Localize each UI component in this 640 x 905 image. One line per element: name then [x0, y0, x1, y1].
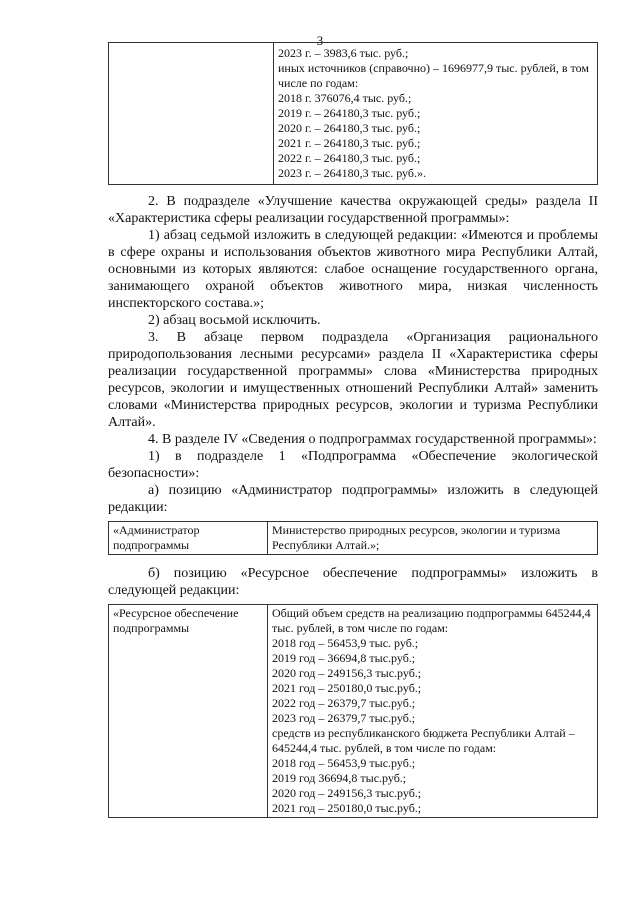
paragraph-4: 4. В разделе IV «Сведения о подпрограммах государственной программы»: — [148, 432, 597, 447]
funding-line: 2020 г. – 264180,3 тыс. руб.; — [278, 121, 421, 135]
paragraph-2-2: 2) абзац восьмой исключить. — [148, 313, 321, 328]
page-number: 3 — [316, 33, 324, 48]
top-table — [108, 42, 598, 185]
funding-line: 2023 г. – 3983,6 тыс. руб.; — [278, 46, 409, 60]
admin-value-cell: Министерство природных ресурсов, экологии и туризма Республики Алтай.»; — [268, 522, 598, 555]
funding-line: 2022 г. – 264180,3 тыс. руб.; — [278, 151, 421, 165]
funding-line: 2019 г. – 264180,3 тыс. руб.; — [278, 106, 421, 120]
resource-line: 2020 год – 249156,3 тыс.руб.; — [272, 666, 422, 680]
paragraph-4-1-b: б) позицию «Ресурсное обеспечение подпрограммы» изложить в следующей редакции: — [108, 566, 598, 598]
funding-line: 2018 г. 376076,4 тыс. руб.; — [278, 91, 412, 105]
admin-table — [108, 521, 598, 555]
resource-line: 2021 год – 250180,0 тыс.руб.; — [272, 801, 422, 815]
resource-line: 2020 год – 249156,3 тыс.руб.; — [272, 786, 422, 800]
paragraph-2: 2. В подразделе «Улучшение качества окружающей среды» раздела II «Характеристика сферы реализации государственной программы»: — [108, 194, 598, 226]
resource-line: 2021 год – 250180,0 тыс.руб.; — [272, 681, 422, 695]
table-row — [109, 522, 598, 555]
paragraph-2-1: 1) абзац седьмой изложить в следующей редакции: «Имеются и проблемы в сфере охраны и использования объектов животного мира Республики Алтай, основными из которых являются: слабое оснащение государственного органа, занимающего охраной объектов животного мира, низкая численность инспекторского состава.»; — [108, 228, 598, 311]
table-row — [109, 605, 598, 818]
funding-line: 2021 г. – 264180,3 тыс. руб.; — [278, 136, 421, 150]
resource-value-cell — [268, 605, 598, 818]
resource-line: 2022 год – 26379,7 тыс.руб.; — [272, 696, 416, 710]
document-body — [108, 42, 598, 818]
resource-table — [108, 604, 598, 818]
paragraph-4-1: 1) в подразделе 1 «Подпрограмма «Обеспечение экологической безопасности»: — [108, 449, 598, 481]
top-table-funding-cell — [274, 43, 598, 185]
paragraph-3: 3. В абзаце первом подраздела «Организация рационального природопользования лесными ресурсами» раздела II «Характеристика сферы реализации государственной программы» слова «Министерства природных ресурсов, экологии и имущественных отношений Республики Алтай» заменить словами «Министерства природных ресурсов, экологии и туризма Республики Алтай». — [108, 330, 598, 430]
resource-line: 2018 год – 56453,9 тыс. руб.; — [272, 636, 419, 650]
resource-line: средств из республиканского бюджета Республики Алтай – 645244,4 тыс. рублей, в том числе по годам: — [272, 726, 575, 755]
table-row — [109, 43, 598, 185]
funding-line: иных источников (справочно) – 1696977,9 тыс. рублей, в том числе по годам: — [278, 61, 589, 90]
resource-line: 2023 год – 26379,7 тыс.руб.; — [272, 711, 416, 725]
top-table-empty-cell — [109, 43, 274, 185]
resource-line: 2018 год – 56453,9 тыс.руб.; — [272, 756, 416, 770]
admin-label-cell: «Администратор подпрограммы — [109, 522, 268, 555]
funding-line: 2023 г. – 264180,3 тыс. руб.». — [278, 166, 426, 180]
resource-line: 2019 год 36694,8 тыс.руб.; — [272, 771, 407, 785]
resource-label-cell: «Ресурсное обеспечение подпрограммы — [109, 605, 268, 818]
resource-line: Общий объем средств на реализацию подпрограммы 645244,4 тыс. рублей, в том числе по годам: — [272, 606, 591, 635]
paragraph-4-1-a: а) позицию «Администратор подпрограммы» изложить в следующей редакции: — [108, 483, 598, 515]
resource-line: 2019 год – 36694,8 тыс.руб.; — [272, 651, 416, 665]
